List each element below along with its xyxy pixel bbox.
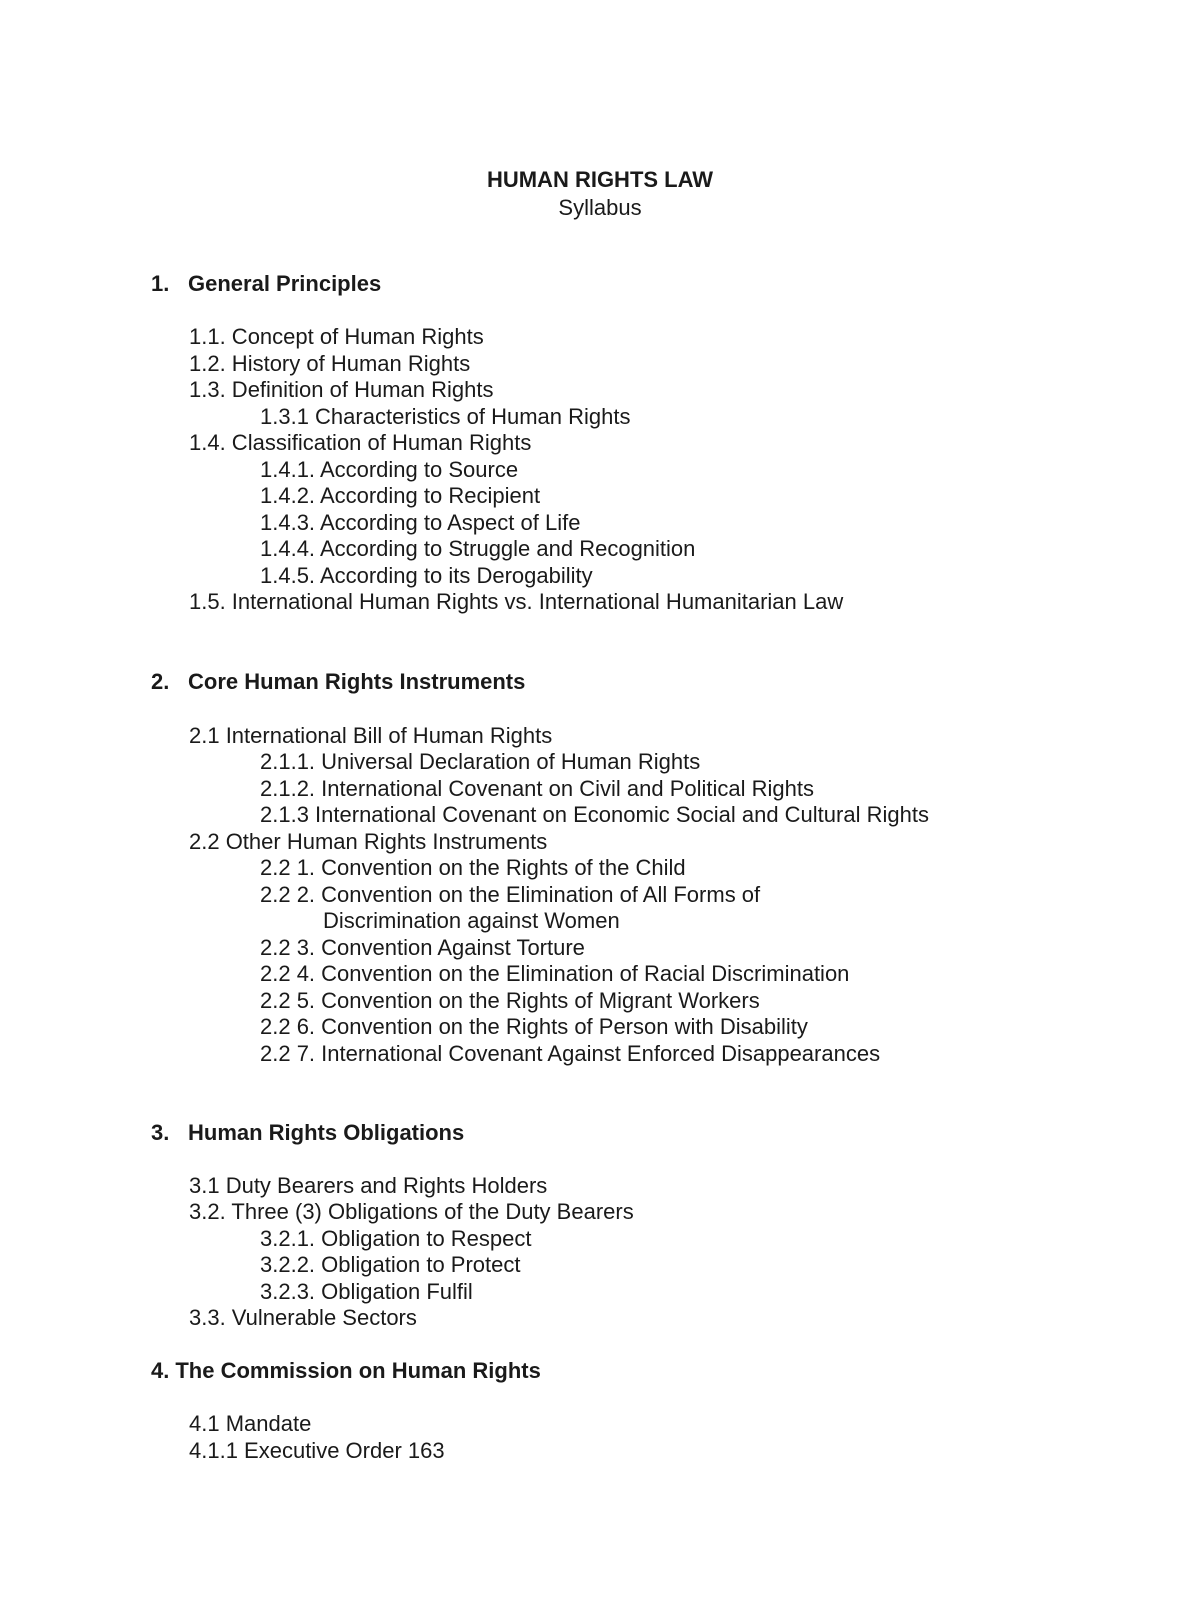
outline-item: 1.4. Classification of Human Rights — [189, 430, 532, 455]
outline-subitem: 1.4.4. According to Struggle and Recognition — [260, 536, 696, 561]
outline-item: 2.2 Other Human Rights Instruments — [189, 829, 548, 854]
outline-item: 1.1. Concept of Human Rights — [189, 324, 484, 349]
outline-subitem: 3.2.2. Obligation to Protect — [260, 1252, 521, 1277]
outline-subitem: 2.2 3. Convention Against Torture — [260, 935, 585, 960]
outline-item: 3.3. Vulnerable Sectors — [189, 1305, 417, 1330]
outline-subitem-continuation: Discrimination against Women — [323, 908, 620, 933]
outline-subitem: 1.4.2. According to Recipient — [260, 483, 541, 508]
section-heading-obligations — [151, 1119, 464, 1147]
section-heading-commission — [151, 1357, 541, 1385]
outline-subitem: 1.4.1. According to Source — [260, 457, 519, 482]
outline-subitem: 2.1.1. Universal Declaration of Human Rights — [260, 749, 701, 774]
outline-subitem: 2.1.3 International Covenant on Economic Social and Cultural Rights — [260, 802, 929, 827]
outline-item: 2.1 International Bill of Human Rights — [189, 723, 553, 748]
outline-subitem: 2.2 1. Convention on the Rights of the Child — [260, 855, 686, 880]
outline-subitem: 2.2 7. International Covenant Against Enforced Disappearances — [260, 1041, 881, 1066]
outline-subitem: 3.2.3. Obligation Fulfil — [260, 1279, 473, 1304]
section-heading-core-instruments — [151, 668, 525, 696]
outline-subitem: 2.2 5. Convention on the Rights of Migrant Workers — [260, 988, 760, 1013]
outline-subitem: 2.2 4. Convention on the Elimination of Racial Discrimination — [260, 961, 850, 986]
outline-item: 1.2. History of Human Rights — [189, 351, 471, 376]
section-number: 4. — [151, 1358, 170, 1383]
section-title: Core Human Rights Instruments — [188, 669, 526, 694]
outline-item: 3.2. Three (3) Obligations of the Duty Bearers — [189, 1199, 634, 1224]
outline-subitem: 1.4.3. According to Aspect of Life — [260, 510, 581, 535]
section-number: 3. — [151, 1120, 170, 1145]
section-number: 1. — [151, 271, 170, 296]
outline-subitem: 2.2 6. Convention on the Rights of Person with Disability — [260, 1014, 808, 1039]
outline-subitem: 2.1.2. International Covenant on Civil and Political Rights — [260, 776, 814, 801]
outline-item: 4.1.1 Executive Order 163 — [189, 1438, 445, 1463]
section-heading-general-principles — [151, 270, 381, 298]
outline-item: 1.5. International Human Rights vs. International Humanitarian Law — [189, 589, 844, 614]
section-title: Human Rights Obligations — [188, 1120, 465, 1145]
outline-subitem: 1.3.1 Characteristics of Human Rights — [260, 404, 631, 429]
outline-item: 1.3. Definition of Human Rights — [189, 377, 494, 402]
outline-subitem: 2.2 2. Convention on the Elimination of All Forms of — [260, 882, 761, 907]
outline-item: 4.1 Mandate — [189, 1411, 312, 1436]
outline-subitem: 1.4.5. According to its Derogability — [260, 563, 593, 588]
document-title: HUMAN RIGHTS LAW — [486, 167, 714, 192]
document-subtitle: Syllabus — [558, 195, 642, 220]
section-title: General Principles — [188, 271, 382, 296]
outline-subitem: 3.2.1. Obligation to Respect — [260, 1226, 532, 1251]
section-number: 2. — [151, 669, 170, 694]
section-title: The Commission on Human Rights — [175, 1358, 541, 1383]
outline-item: 3.1 Duty Bearers and Rights Holders — [189, 1173, 548, 1198]
